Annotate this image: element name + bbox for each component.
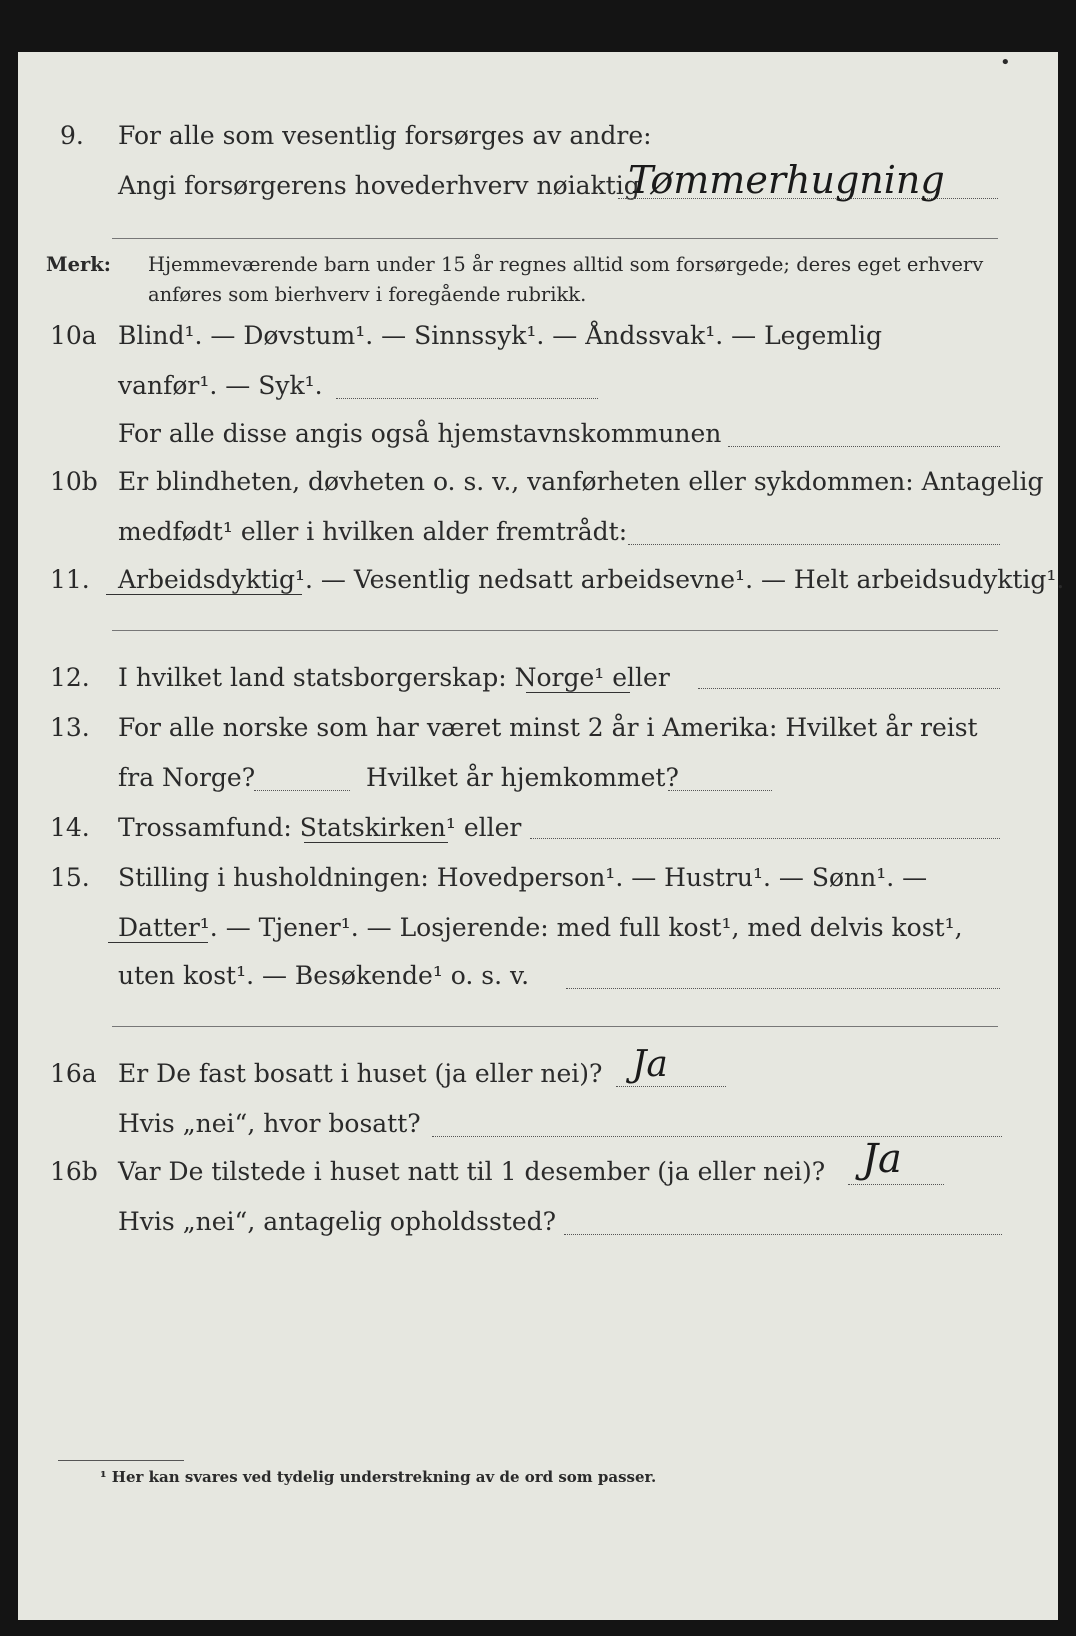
q16b-answer: Ja <box>862 1136 902 1182</box>
q16a-line2: Hvis „nei“, hvor bosatt? <box>118 1109 421 1138</box>
q16a-bosatt-line <box>432 1136 1002 1137</box>
q16b-number: 16b <box>50 1157 98 1186</box>
q15-line1: Stilling i husholdningen: Hovedperson¹. — Hustru¹. — Sønn¹. — <box>118 863 928 892</box>
q15-underline-datter <box>108 942 208 943</box>
q15-line2: Datter¹. — Tjener¹. — Losjerende: med full kost¹, med delvis kost¹, <box>118 913 963 942</box>
q10a-line1: Blind¹. — Døvstum¹. — Sinnssyk¹. — Åndssvak¹. — Legemlig <box>118 321 882 350</box>
q13-line2a: fra Norge? <box>118 763 256 792</box>
q15-answer-line <box>566 988 1000 989</box>
q13-number: 13. <box>50 713 90 742</box>
q10a-number: 10a <box>50 321 97 350</box>
q13-reist-line <box>254 790 350 791</box>
merk-label: Merk: <box>46 253 111 276</box>
q15-line3: uten kost¹. — Besøkende¹ o. s. v. <box>118 961 530 990</box>
merk-line2: anføres som bierhverv i foregående rubrikk. <box>148 283 587 306</box>
q9-line2: Angi forsørgerens hovederhverv nøiaktig <box>118 171 640 200</box>
q12-underline-norge <box>526 692 630 693</box>
q15-number: 15. <box>50 863 90 892</box>
q11-number: 11. <box>50 565 90 594</box>
footnote-rule <box>58 1460 184 1461</box>
q16b-line2: Hvis „nei“, antagelig opholdssted? <box>118 1207 557 1236</box>
q16a-answer-line <box>616 1086 726 1087</box>
q11-underline-arbeidsdyktig <box>106 594 302 595</box>
merk-line1: Hjemmeværende barn under 15 år regnes alltid som forsørgede; deres eget erhverv <box>148 253 984 276</box>
q16a-number: 16a <box>50 1059 97 1088</box>
q16b-line1: Var De tilstede i huset natt til 1 desember (ja eller nei)? <box>118 1157 826 1186</box>
q14-answer-line <box>530 838 1000 839</box>
q10b-line2: medfødt¹ eller i hvilken alder fremtrådt: <box>118 517 628 546</box>
q14-underline-statskirken <box>304 842 448 843</box>
q10a-line2: vanfør¹. — Syk¹. <box>118 371 323 400</box>
q13-line2b: Hvilket år hjemkommet? <box>366 763 679 792</box>
q10b-line1: Er blindheten, døvheten o. s. v., vanførheten eller sykdommen: Antagelig <box>118 467 1044 496</box>
q10a-kommune-line <box>728 446 1000 447</box>
q9-answer: Tømmerhugning <box>628 158 945 202</box>
q9-separator <box>112 238 998 239</box>
q10a-syk-line <box>336 398 598 399</box>
q16b-opholdssted-line <box>564 1234 1002 1235</box>
q9-line1: For alle som vesentlig forsørges av andre: <box>118 121 652 150</box>
q16a-answer: Ja <box>632 1044 668 1085</box>
q10b-answer-line <box>628 544 1000 545</box>
q12-line1: I hvilket land statsborgerskap: Norge¹ eller <box>118 663 670 692</box>
q13-line1: For alle norske som har været minst 2 år i Amerika: Hvilket år reist <box>118 713 978 742</box>
q16b-answer-line <box>848 1184 944 1185</box>
q12-number: 12. <box>50 663 90 692</box>
q14-number: 14. <box>50 813 90 842</box>
q10a-line3: For alle disse angis også hjemstavnskommunen <box>118 419 722 448</box>
footnote: ¹ Her kan svares ved tydelig understrekning av de ord som passer. <box>100 1468 657 1486</box>
q11-line1: Arbeidsdyktig¹. — Vesentlig nedsatt arbeidsevne¹. — Helt arbeidsudyktig¹. <box>118 565 1065 594</box>
q15-separator <box>112 1026 998 1027</box>
census-form-page <box>18 52 1065 1620</box>
q16a-line1: Er De fast bosatt i huset (ja eller nei)? <box>118 1059 603 1088</box>
corner-mark: • <box>1000 52 1011 73</box>
q11-separator <box>112 630 998 631</box>
q10b-number: 10b <box>50 467 98 496</box>
q9-number: 9. <box>60 121 84 150</box>
q13-hjemkommet-line <box>668 790 772 791</box>
q14-line1: Trossamfund: Statskirken¹ eller <box>118 813 522 842</box>
q12-answer-line <box>698 688 1000 689</box>
